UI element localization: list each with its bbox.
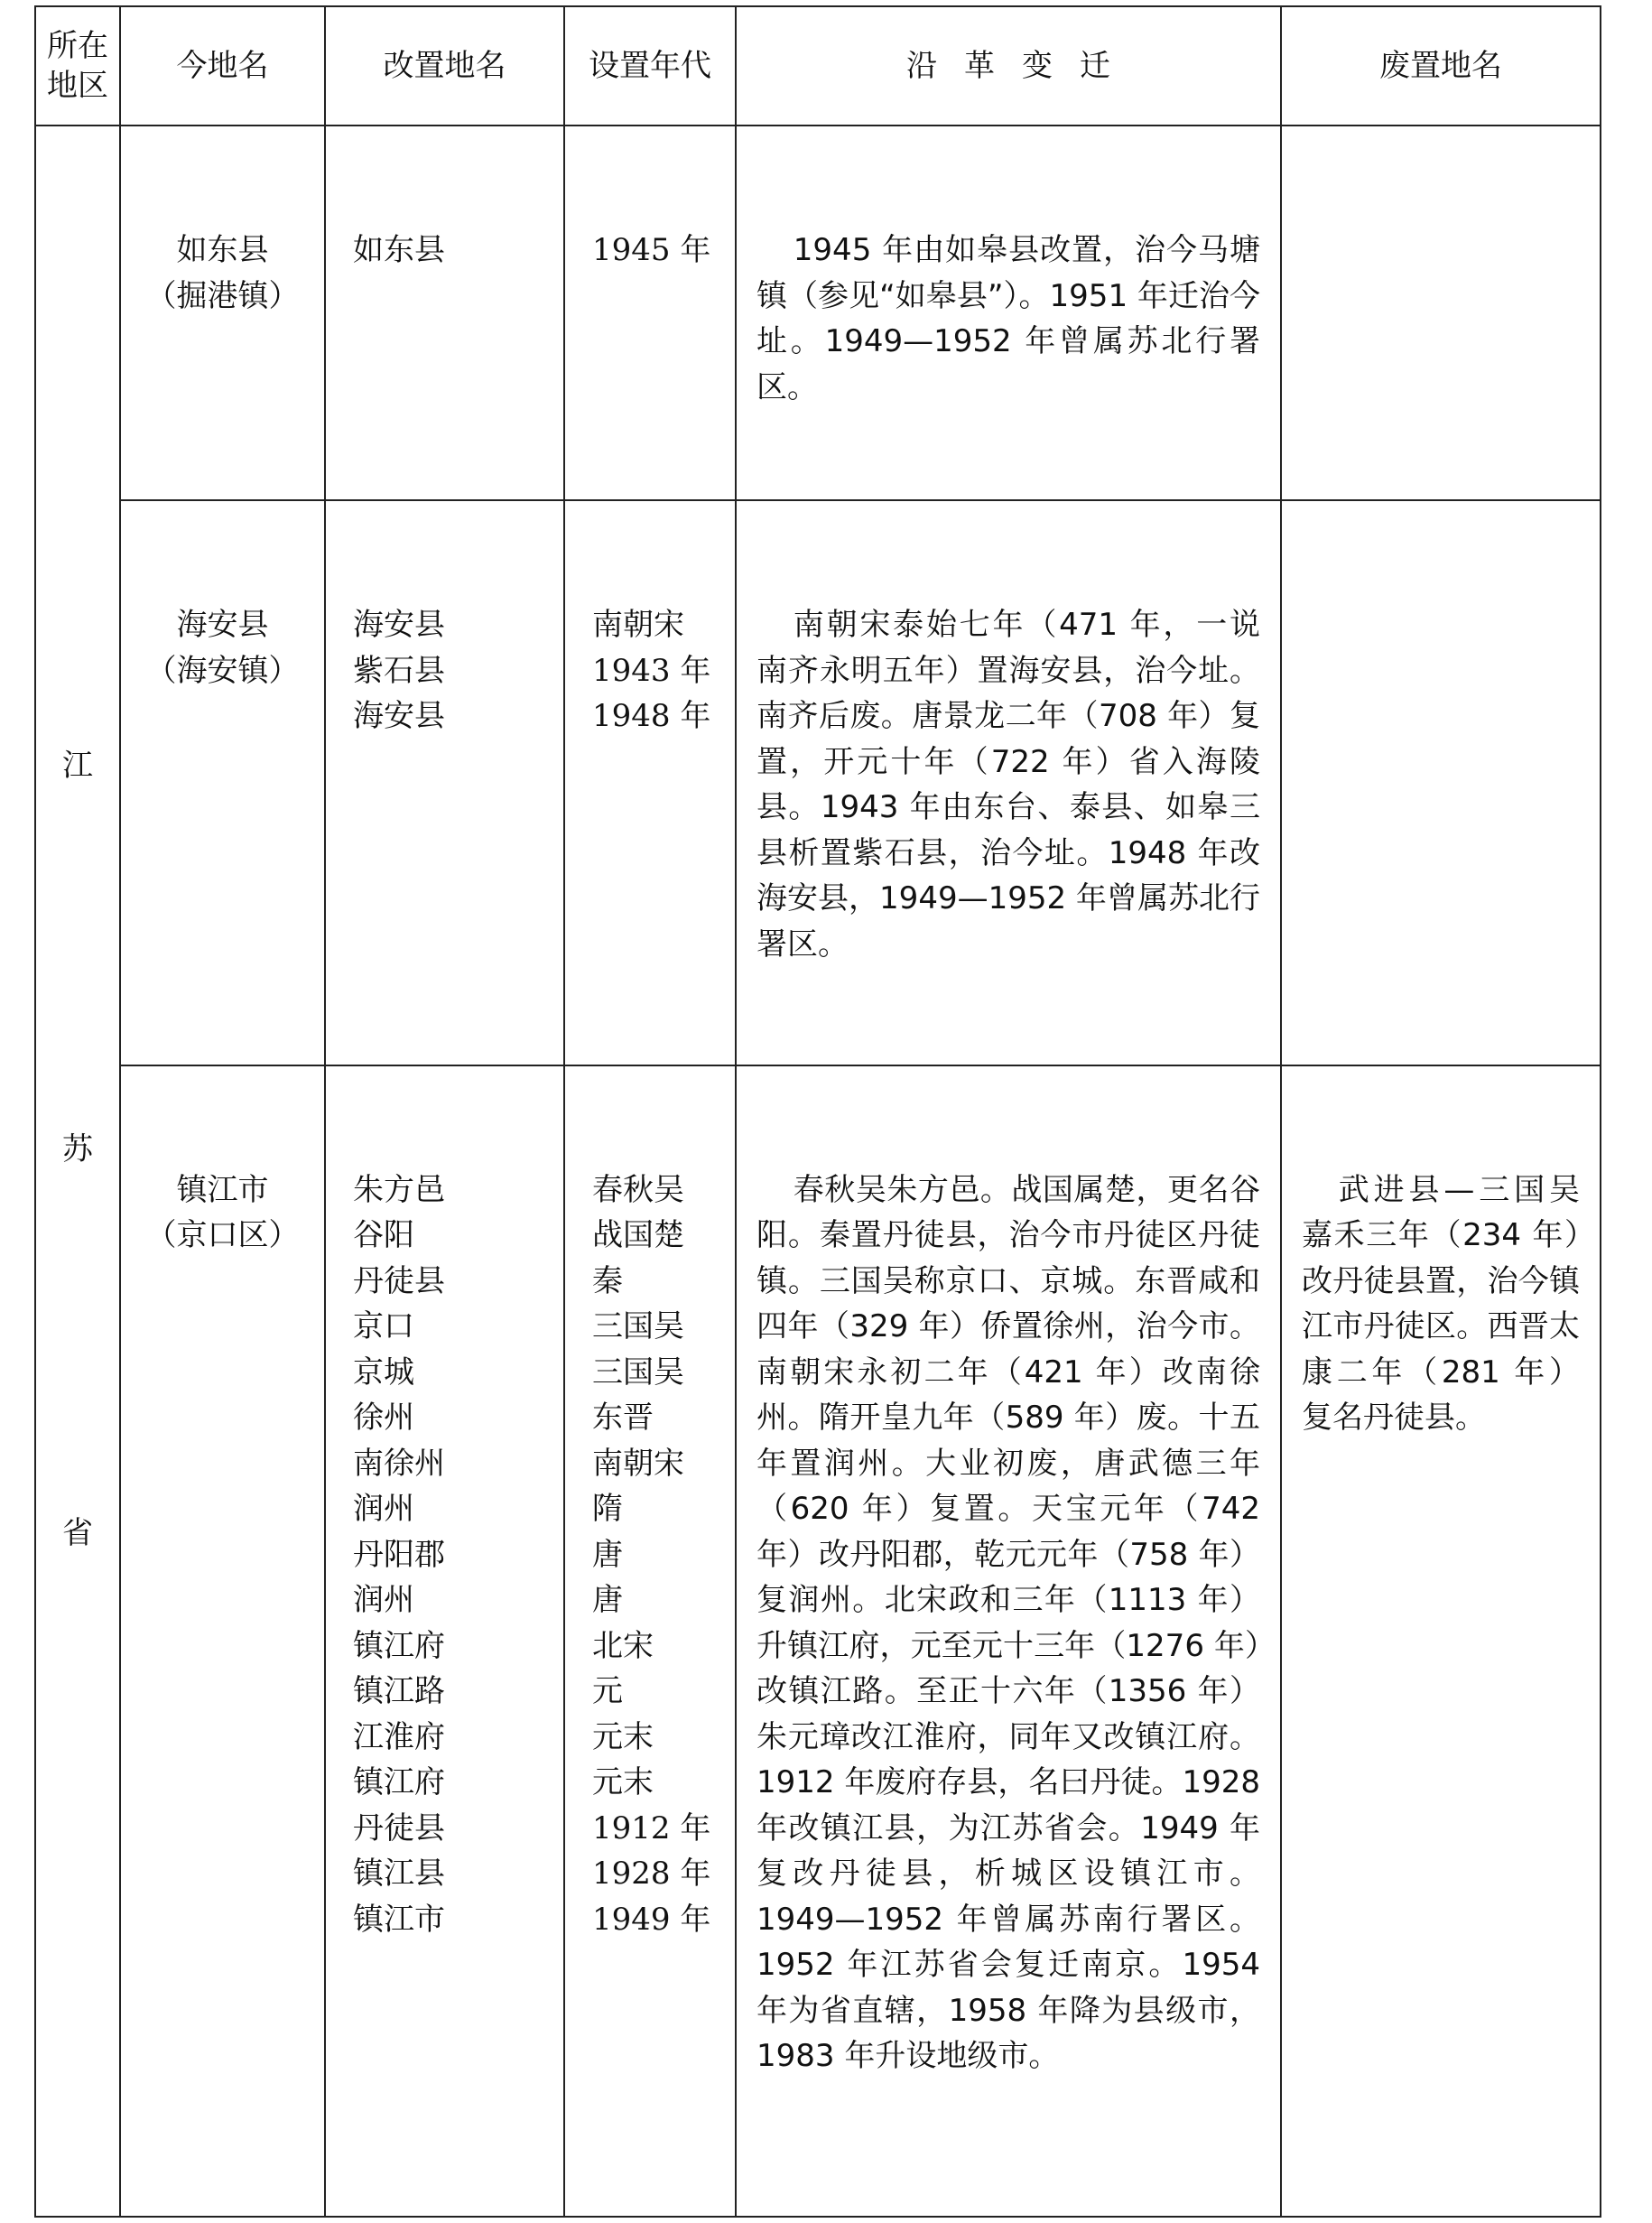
- county-seat: （京口区）: [145, 1217, 300, 1254]
- year-item: 春秋吴: [592, 1171, 684, 1208]
- abolished-text: 武进县—三国吴嘉禾三年（234 年）改丹徒县置，治今镇江市丹徒区。西晋太康二年（281 年）复名丹徒县。: [1302, 1171, 1580, 1437]
- year-item: 唐: [592, 1582, 623, 1619]
- renamed-item: 丹徒县: [353, 1262, 445, 1299]
- year-item: 1945 年: [592, 232, 711, 268]
- year-item: 1949 年: [592, 1901, 711, 1938]
- year-item: 东晋: [592, 1400, 654, 1437]
- table-row: [35, 1065, 1601, 2217]
- renamed-cell: [325, 126, 564, 500]
- year-item: 1948 年: [592, 698, 711, 735]
- region-char: 江: [62, 748, 93, 784]
- year-item: 隋: [592, 1491, 623, 1528]
- evolution-text: 春秋吴朱方邑。战国属楚，更名谷阳。秦置丹徒县，治今市丹徒区丹徒镇。三国吴称京口、京城。东晋咸和四年（329 年）侨置徐州，治今市。南朝宋永初二年（421 年）改南徐州。隋开皇九年（589 年）废。十五年置润州。大业初废，唐武德三年（620 年）复置。天宝元年（742 年）改丹阳郡，乾元元年（758 年）复润州。北宋政和三年（1113 年）升镇江府，元至元十三年（1276 年）改镇江路。至正十六年（1356 年）朱元璋改江淮府，同年又改镇江府。1912 年废府存县，名曰丹徒。1928 年改镇江县，为江苏省会。1949 年复改丹徒县，析城区设镇江市。1949—1952 年曾属苏南行署区。1952 年江苏省会复迁南京。1954 年为省直辖，1958 年降为县级市，1983 年升设地级市。: [756, 1171, 1260, 2075]
- renamed-item: 京口: [353, 1308, 414, 1345]
- year-item: 元末: [592, 1764, 654, 1801]
- county-seat: （海安镇）: [145, 652, 300, 689]
- renamed-item: 徐州: [353, 1400, 414, 1437]
- renamed-cell: [325, 1065, 564, 2217]
- year-item: 秦: [592, 1262, 623, 1299]
- history-table-page: [34, 5, 1600, 2214]
- evolution-cell: [736, 500, 1281, 1065]
- abolished-cell: [1281, 500, 1601, 1065]
- renamed-item: 紫石县: [353, 652, 445, 689]
- region-cell: [35, 126, 120, 2217]
- year-item: 元: [592, 1673, 623, 1710]
- renamed-item: 如东县: [353, 232, 445, 268]
- year-item: 元末: [592, 1718, 654, 1755]
- header-abolished: 废置地名: [1281, 6, 1601, 126]
- header-region: 所在地区: [35, 6, 120, 126]
- header-current-name: 今地名: [120, 6, 325, 126]
- year-item: 战国楚: [592, 1217, 684, 1254]
- header-evolution: 沿革变迁: [736, 6, 1281, 126]
- place-name-history-table: [34, 5, 1601, 2218]
- renamed-item: 镇江府: [353, 1764, 445, 1801]
- renamed-item: 海安县: [353, 698, 445, 735]
- table-header-row: [35, 6, 1601, 126]
- renamed-item: 丹徒县: [353, 1809, 445, 1846]
- renamed-item: 南徐州: [353, 1445, 445, 1482]
- table-row: [35, 126, 1601, 500]
- evolution-cell: [736, 126, 1281, 500]
- current-name: 如东县: [176, 232, 269, 268]
- renamed-item: 润州: [353, 1582, 414, 1619]
- header-established: 设置年代: [564, 6, 736, 126]
- current-name-cell: [120, 500, 325, 1065]
- table-row: [35, 500, 1601, 1065]
- current-name-cell: [120, 126, 325, 500]
- year-item: 1928 年: [592, 1856, 711, 1893]
- evolution-cell: [736, 1065, 1281, 2217]
- year-cell: [564, 126, 736, 500]
- current-name: 海安县: [176, 607, 269, 644]
- year-cell: [564, 1065, 736, 2217]
- renamed-item: 朱方邑: [353, 1171, 445, 1208]
- year-item: 1912 年: [592, 1809, 711, 1846]
- evolution-text: 南朝宋泰始七年（471 年，一说南齐永明五年）置海安县，治今址。南齐后废。唐景龙二年（708 年）复置，开元十年（722 年）省入海陵县。1943 年由东台、泰县、如皋三县析置紫石县，治今址。1948 年改海安县，1949—1952 年曾属苏北行署区。: [756, 607, 1260, 963]
- year-item: 南朝宋: [592, 1445, 684, 1482]
- year-item: 三国吴: [592, 1308, 684, 1345]
- renamed-item: 京城: [353, 1353, 414, 1391]
- year-item: 唐: [592, 1536, 623, 1573]
- current-name: 镇江市: [176, 1171, 269, 1208]
- renamed-item: 谷阳: [353, 1217, 414, 1254]
- year-item: 南朝宋: [592, 607, 684, 644]
- renamed-item: 镇江府: [353, 1627, 445, 1664]
- year-cell: [564, 500, 736, 1065]
- renamed-item: 润州: [353, 1491, 414, 1528]
- abolished-cell: [1281, 126, 1601, 500]
- renamed-item: 镇江路: [353, 1673, 445, 1710]
- region-char: 省: [62, 1515, 93, 1551]
- header-renamed: 改置地名: [325, 6, 564, 126]
- renamed-item: 丹阳郡: [353, 1536, 445, 1573]
- region-char: 苏: [62, 1131, 93, 1167]
- current-name-cell: [120, 1065, 325, 2217]
- evolution-text: 1945 年由如皋县改置，治今马塘镇（参见“如皋县”）。1951 年迁治今址。1949—1952 年曾属苏北行署区。: [756, 232, 1260, 405]
- year-item: 1943 年: [592, 652, 711, 689]
- abolished-cell: [1281, 1065, 1601, 2217]
- renamed-item: 镇江县: [353, 1856, 445, 1893]
- county-seat: （掘港镇）: [145, 277, 300, 314]
- year-item: 北宋: [592, 1627, 654, 1664]
- renamed-item: 镇江市: [353, 1901, 445, 1938]
- renamed-item: 江淮府: [353, 1718, 445, 1755]
- year-item: 三国吴: [592, 1353, 684, 1391]
- renamed-item: 海安县: [353, 607, 445, 644]
- renamed-cell: [325, 500, 564, 1065]
